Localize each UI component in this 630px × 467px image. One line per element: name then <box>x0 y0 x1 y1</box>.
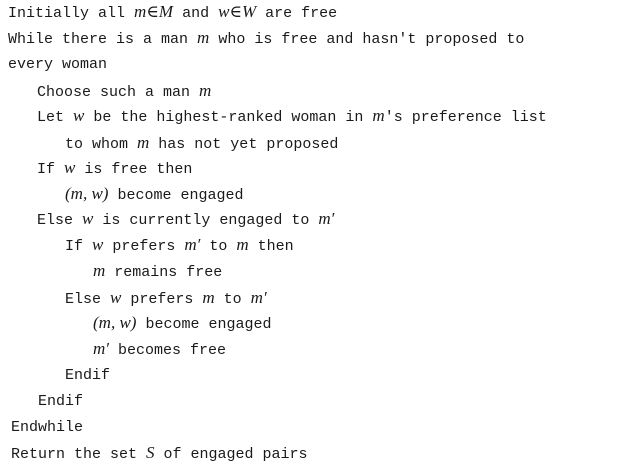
math-variable: m <box>236 235 249 254</box>
math-variable: m′ <box>250 288 267 307</box>
code-text: to <box>214 291 251 308</box>
code-text: and <box>173 5 219 22</box>
code-line-7 <box>37 158 192 178</box>
math-variable: w <box>64 158 76 177</box>
code-line-16 <box>38 392 83 412</box>
code-line-4 <box>37 81 211 101</box>
code-line-12 <box>65 288 267 308</box>
code-text: Return the set <box>11 446 147 463</box>
math-variable: m′ <box>184 235 201 254</box>
math-variable: w <box>82 209 94 228</box>
math-variable: S <box>146 443 155 462</box>
math-variable: m′ <box>93 339 109 358</box>
code-text: of engaged pairs <box>154 446 308 463</box>
code-text: remains free <box>105 264 223 281</box>
code-text: Endwhile <box>11 419 84 436</box>
code-text: become engaged <box>108 187 244 204</box>
code-text: While there is a man <box>8 31 198 48</box>
code-text: is free then <box>75 161 193 178</box>
code-line-14 <box>93 339 226 359</box>
code-text: If <box>65 238 93 255</box>
code-line-1 <box>8 2 337 22</box>
code-line-13 <box>93 313 271 333</box>
math-variable: w∈W <box>218 2 257 21</box>
math-variable: m∈M <box>134 2 174 21</box>
code-line-6 <box>65 133 338 153</box>
code-text: has not yet proposed <box>149 136 339 153</box>
code-text: become engaged <box>136 316 272 333</box>
code-text: Endif <box>65 367 111 384</box>
math-variable: m <box>93 261 106 280</box>
code-text: prefers <box>121 291 203 308</box>
code-text: be the highest-ranked woman in <box>84 109 373 126</box>
math-variable: w <box>110 288 122 307</box>
code-line-17 <box>11 418 83 438</box>
code-text: becomes free <box>109 342 227 359</box>
code-text: 's preference list <box>384 109 547 126</box>
code-line-18 <box>11 443 308 463</box>
code-line-11 <box>93 261 222 281</box>
code-text: are free <box>256 5 338 22</box>
code-text: If <box>37 161 65 178</box>
code-text: prefers <box>103 238 185 255</box>
math-variable: m <box>372 106 385 125</box>
code-line-15 <box>65 366 110 386</box>
code-text: is currently engaged to <box>93 212 319 229</box>
code-line-8 <box>65 184 243 204</box>
code-text: Choose such a man <box>37 84 200 101</box>
code-line-3 <box>8 55 107 75</box>
code-text: Else <box>65 291 111 308</box>
code-text: to whom <box>65 136 138 153</box>
math-variable: (m, w) <box>93 313 137 332</box>
code-text: to <box>200 238 237 255</box>
code-line-9 <box>37 209 334 229</box>
code-text: Endif <box>38 393 84 410</box>
code-text: every woman <box>8 56 108 73</box>
math-variable: m <box>202 288 215 307</box>
code-text: Else <box>37 212 83 229</box>
math-variable: m <box>137 133 150 152</box>
code-text: who is free and hasn't proposed to <box>209 31 525 48</box>
math-variable: m <box>197 28 210 47</box>
code-text: Initially all <box>8 5 135 22</box>
code-line-10 <box>65 235 294 255</box>
code-line-5 <box>37 106 547 126</box>
math-variable: m′ <box>318 209 335 228</box>
math-variable: m <box>199 81 212 100</box>
math-variable: w <box>92 235 104 254</box>
code-text: Let <box>37 109 74 126</box>
code-text: then <box>248 238 294 255</box>
math-variable: w <box>73 106 85 125</box>
math-variable: (m, w) <box>65 184 109 203</box>
code-line-2 <box>8 28 524 48</box>
